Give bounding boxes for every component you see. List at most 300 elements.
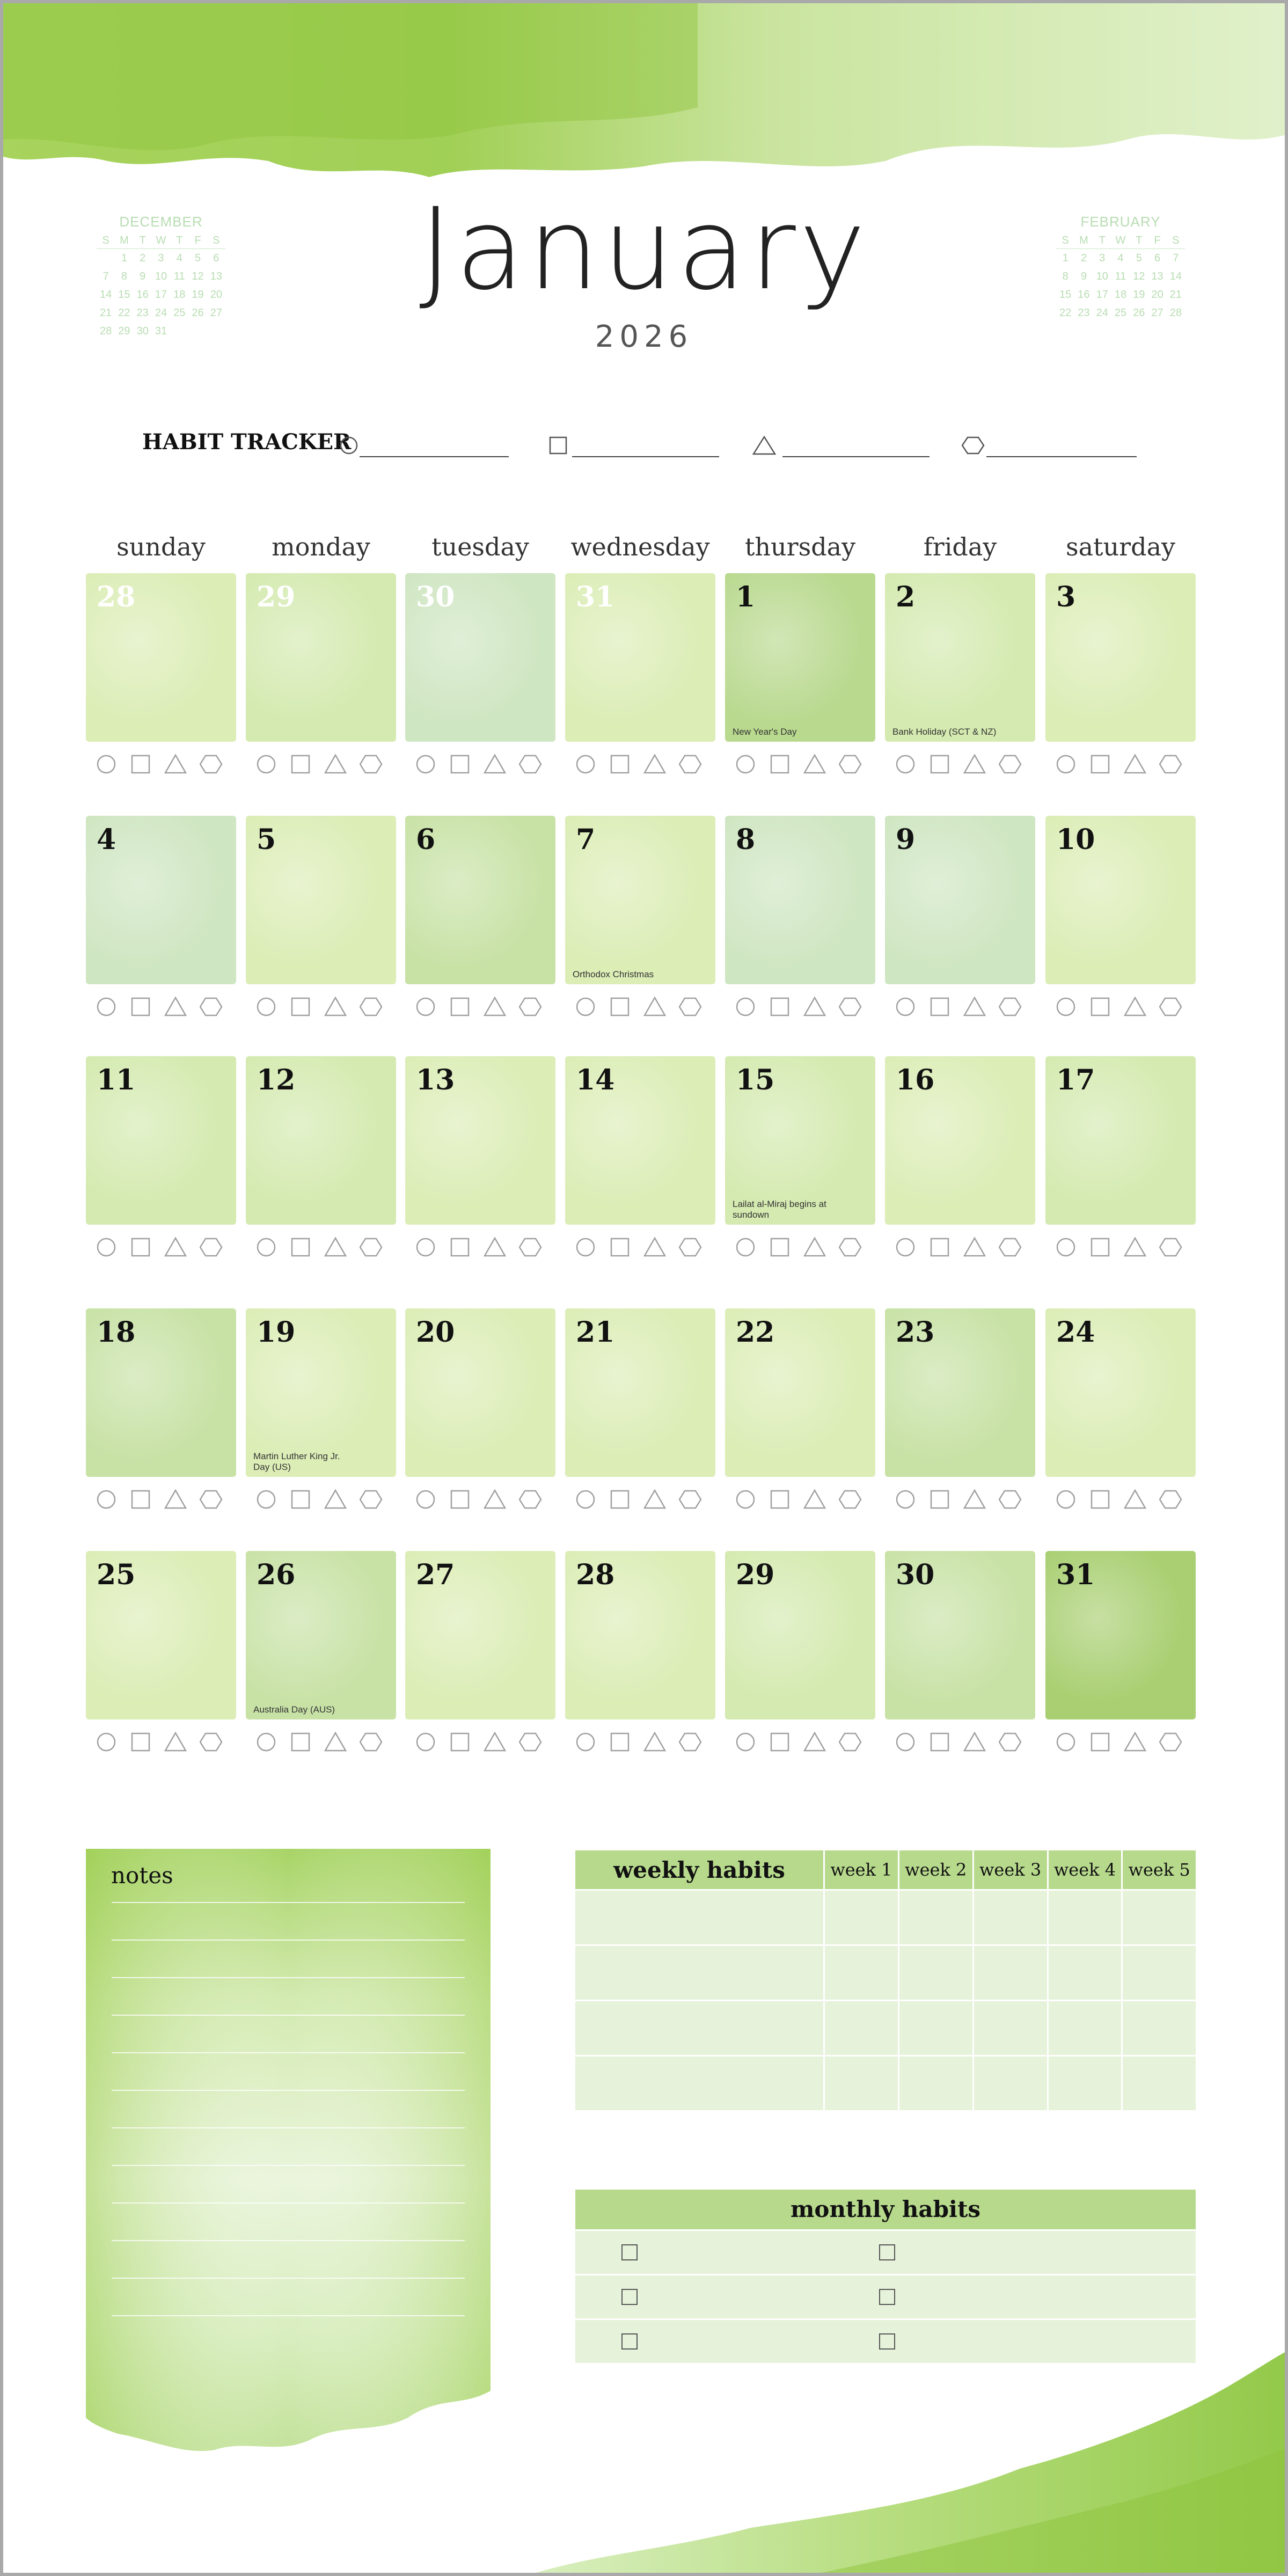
day-number: 3 — [1056, 581, 1076, 613]
day-number: 28 — [97, 581, 136, 613]
hexagon-icon — [962, 435, 985, 456]
triangle-icon[interactable] — [963, 1730, 987, 1754]
square-icon[interactable] — [449, 1488, 473, 1511]
triangle-icon[interactable] — [1124, 995, 1147, 1019]
triangle-icon[interactable] — [803, 1488, 827, 1511]
triangle-icon[interactable] — [1124, 1235, 1147, 1259]
habit-icons-row — [885, 1730, 1035, 1754]
mini-date: 7 — [1173, 252, 1179, 264]
calendar-day-cell[interactable] — [86, 573, 236, 742]
circle-icon[interactable] — [895, 1488, 918, 1511]
hexagon-icon[interactable] — [200, 995, 223, 1019]
holiday-label: Lailat al-Miraj begins at sundown — [733, 1199, 826, 1220]
day-name-monday: monday — [272, 532, 370, 561]
calendar-day-cell[interactable] — [885, 1551, 1035, 1719]
circle-icon[interactable] — [575, 995, 598, 1019]
checkbox[interactable] — [621, 2244, 638, 2260]
calendar-day-cell[interactable] — [1045, 1056, 1196, 1225]
triangle-icon[interactable] — [164, 1730, 188, 1754]
triangle-icon[interactable] — [803, 995, 827, 1019]
mini-date — [97, 249, 115, 268]
day-number: 30 — [896, 1558, 935, 1591]
triangle-icon[interactable] — [324, 1488, 348, 1511]
weekly-habit-check-cell[interactable] — [1122, 1890, 1196, 1945]
circle-icon[interactable] — [96, 752, 119, 776]
mini-weekday: T — [134, 232, 152, 249]
checkbox[interactable] — [879, 2289, 895, 2305]
notes-panel — [86, 1849, 491, 2455]
habit-icons-row — [725, 1235, 875, 1259]
circle-icon[interactable] — [895, 1235, 918, 1259]
square-icon[interactable] — [929, 1488, 953, 1511]
hexagon-icon[interactable] — [519, 1488, 543, 1511]
triangle-icon[interactable] — [963, 752, 987, 776]
weekly-habit-check-cell[interactable] — [824, 2056, 899, 2111]
calendar-day-cell[interactable] — [405, 1551, 555, 1719]
square-icon[interactable] — [609, 752, 633, 776]
circle-icon[interactable] — [96, 1730, 119, 1754]
checkbox[interactable] — [621, 2333, 638, 2350]
calendar-day-cell[interactable] — [725, 816, 875, 984]
monthly-habit-row — [575, 2320, 1196, 2363]
hexagon-icon[interactable] — [679, 1730, 702, 1754]
weekly-habit-row — [575, 2001, 1196, 2056]
calendar-day-cell[interactable] — [405, 1308, 555, 1477]
hexagon-icon[interactable] — [360, 1488, 383, 1511]
hexagon-icon[interactable] — [679, 995, 702, 1019]
circle-icon[interactable] — [735, 1488, 758, 1511]
weekly-habit-check-cell[interactable] — [898, 2056, 973, 2111]
habit-icons-row — [885, 1235, 1035, 1259]
circle-icon[interactable] — [96, 995, 119, 1019]
circle-icon[interactable] — [415, 1730, 438, 1754]
triangle-icon[interactable] — [1124, 1488, 1147, 1511]
square-icon[interactable] — [290, 995, 313, 1019]
mini-date: 10 — [155, 270, 167, 282]
circle-icon[interactable] — [1055, 1730, 1079, 1754]
calendar-day-cell[interactable] — [246, 1308, 396, 1477]
weekly-habit-check-cell[interactable] — [898, 2001, 973, 2056]
circle-icon[interactable] — [255, 1488, 279, 1511]
circle-icon[interactable] — [1055, 1488, 1079, 1511]
triangle-icon[interactable] — [324, 1235, 348, 1259]
calendar-day-cell[interactable] — [725, 1551, 875, 1719]
habit-icons-row — [246, 1235, 396, 1259]
circle-icon[interactable] — [255, 752, 279, 776]
day-number: 23 — [896, 1316, 935, 1349]
calendar-day-cell[interactable] — [885, 1308, 1035, 1477]
calendar-day-cell[interactable] — [86, 1551, 236, 1719]
hexagon-icon[interactable] — [1159, 995, 1183, 1019]
habit-icons-row — [725, 1730, 875, 1754]
mini-date: 17 — [1096, 288, 1108, 301]
triangle-icon[interactable] — [164, 1488, 188, 1511]
square-icon[interactable] — [929, 752, 953, 776]
habit-tracker-square-item[interactable] — [548, 433, 719, 457]
weekly-habit-check-cell[interactable] — [973, 1945, 1048, 2001]
square-icon[interactable] — [1089, 752, 1113, 776]
circle-icon[interactable] — [895, 1730, 918, 1754]
triangle-icon[interactable] — [164, 752, 188, 776]
triangle-icon[interactable] — [484, 1488, 507, 1511]
mini-date: 12 — [1133, 270, 1145, 282]
weekly-habit-check-cell[interactable] — [824, 1890, 899, 1945]
mini-calendar-title: DECEMBER — [119, 214, 203, 230]
habit-icons-row — [885, 1488, 1035, 1511]
hexagon-icon[interactable] — [839, 1488, 862, 1511]
square-icon[interactable] — [449, 995, 473, 1019]
calendar-day-cell[interactable] — [565, 816, 715, 984]
hexagon-icon[interactable] — [200, 1730, 223, 1754]
day-number: 12 — [257, 1064, 296, 1096]
hexagon-icon[interactable] — [1159, 1488, 1183, 1511]
calendar-day-cell[interactable] — [565, 573, 715, 742]
square-icon[interactable] — [130, 1730, 153, 1754]
mini-weekday: M — [1074, 232, 1093, 249]
triangle-icon[interactable] — [324, 995, 348, 1019]
calendar-day-cell[interactable] — [1045, 1308, 1196, 1477]
triangle-icon[interactable] — [643, 1235, 667, 1259]
weekly-habit-check-cell[interactable] — [898, 1945, 973, 2001]
hexagon-icon[interactable] — [999, 1488, 1022, 1511]
day-number: 6 — [416, 823, 436, 856]
habit-icons-row — [565, 1488, 715, 1511]
weekly-habit-check-cell[interactable] — [1122, 1945, 1196, 2001]
mini-weekday: M — [115, 232, 133, 249]
hexagon-icon[interactable] — [519, 1730, 543, 1754]
day-number: 29 — [257, 581, 296, 613]
holiday-label: Australia Day (AUS) — [253, 1704, 335, 1715]
mini-date: 12 — [192, 270, 204, 282]
mini-date: 9 — [140, 270, 146, 282]
mini-date: 15 — [118, 288, 130, 301]
square-icon[interactable] — [769, 1488, 793, 1511]
square-icon[interactable] — [609, 1488, 633, 1511]
square-icon[interactable] — [290, 1488, 313, 1511]
hexagon-icon[interactable] — [519, 1235, 543, 1259]
mini-date: 25 — [1114, 306, 1127, 319]
triangle-icon[interactable] — [1124, 1730, 1147, 1754]
circle-icon[interactable] — [1055, 752, 1079, 776]
mini-date: 21 — [100, 306, 112, 319]
habit-tracker-circle-item[interactable] — [339, 433, 509, 457]
hexagon-icon[interactable] — [360, 752, 383, 776]
square-icon[interactable] — [449, 1235, 473, 1259]
triangle-icon[interactable] — [484, 995, 507, 1019]
habit-icons-row — [565, 1730, 715, 1754]
hexagon-icon[interactable] — [1159, 1235, 1183, 1259]
day-number: 13 — [416, 1064, 455, 1096]
calendar-day-cell[interactable] — [565, 1551, 715, 1719]
weekly-habit-check-cell[interactable] — [973, 1890, 1048, 1945]
triangle-icon[interactable] — [803, 1235, 827, 1259]
calendar-day-cell[interactable] — [86, 1056, 236, 1225]
circle-icon[interactable] — [415, 752, 438, 776]
square-icon[interactable] — [449, 752, 473, 776]
holiday-label: New Year's Day — [733, 727, 797, 737]
habit-icons-row — [405, 1488, 555, 1511]
mini-date: 20 — [210, 288, 222, 301]
habit-tracker-label: HABIT TRACKER — [142, 429, 352, 455]
square-icon[interactable] — [929, 1730, 953, 1754]
circle-icon[interactable] — [1055, 995, 1079, 1019]
day-number: 9 — [896, 823, 916, 856]
weekly-habit-check-cell[interactable] — [973, 2056, 1048, 2111]
circle-icon[interactable] — [96, 1235, 119, 1259]
day-name-sunday: sunday — [116, 532, 206, 561]
calendar-day-cell[interactable] — [246, 1056, 396, 1225]
square-icon[interactable] — [1089, 1235, 1113, 1259]
calendar-day-cell[interactable] — [885, 573, 1035, 742]
mini-weekday: S — [1167, 232, 1185, 249]
calendar-day-cell[interactable] — [246, 816, 396, 984]
circle-icon[interactable] — [415, 1488, 438, 1511]
calendar-day-cell[interactable] — [405, 573, 555, 742]
day-number: 19 — [257, 1316, 296, 1349]
day-number: 21 — [576, 1316, 615, 1349]
circle-icon[interactable] — [1055, 1235, 1079, 1259]
checkbox[interactable] — [879, 2333, 895, 2350]
day-number: 16 — [896, 1064, 935, 1096]
weekly-habit-name-cell[interactable] — [575, 2056, 824, 2111]
calendar-day-cell[interactable] — [565, 1056, 715, 1225]
calendar-day-cell[interactable] — [246, 1551, 396, 1719]
triangle-icon[interactable] — [164, 995, 188, 1019]
square-icon[interactable] — [769, 995, 793, 1019]
mini-date: 6 — [1154, 252, 1161, 264]
circle-icon[interactable] — [575, 1488, 598, 1511]
circle-icon[interactable] — [735, 1235, 758, 1259]
hexagon-icon[interactable] — [1159, 1730, 1183, 1754]
square-icon[interactable] — [1089, 1488, 1113, 1511]
hexagon-icon[interactable] — [999, 752, 1022, 776]
weekly-habit-name-cell[interactable] — [575, 2001, 824, 2056]
circle-icon[interactable] — [575, 1730, 598, 1754]
day-number: 7 — [576, 823, 596, 856]
calendar-day-cell[interactable] — [86, 1308, 236, 1477]
calendar-day-cell[interactable] — [885, 1056, 1035, 1225]
weekly-habit-check-cell[interactable] — [1048, 1945, 1122, 2001]
hexagon-icon[interactable] — [839, 752, 862, 776]
circle-icon[interactable] — [895, 995, 918, 1019]
circle-icon — [339, 435, 361, 456]
triangle-icon[interactable] — [643, 752, 667, 776]
weekly-habit-check-cell[interactable] — [1048, 1890, 1122, 1945]
square-icon[interactable] — [130, 995, 153, 1019]
day-number: 25 — [97, 1558, 136, 1591]
habit-tracker-hexagon-item[interactable] — [962, 433, 1137, 457]
mini-date: 4 — [176, 252, 182, 264]
habit-icons-row — [405, 1235, 555, 1259]
habit-icons-row — [246, 752, 396, 776]
hexagon-icon[interactable] — [1159, 752, 1183, 776]
hexagon-icon[interactable] — [679, 1488, 702, 1511]
habit-icons-row — [1045, 1235, 1196, 1259]
weekly-habit-check-cell[interactable] — [1048, 2056, 1122, 2111]
square-icon[interactable] — [449, 1730, 473, 1754]
mini-weekday: F — [188, 232, 207, 249]
monthly-habit-row — [575, 2231, 1196, 2274]
square-icon[interactable] — [769, 1235, 793, 1259]
triangle-icon[interactable] — [484, 1235, 507, 1259]
square-icon[interactable] — [290, 1235, 313, 1259]
calendar-day-cell[interactable] — [86, 816, 236, 984]
triangle-icon[interactable] — [963, 1488, 987, 1511]
triangle-icon[interactable] — [324, 1730, 348, 1754]
hexagon-icon[interactable] — [519, 995, 543, 1019]
hexagon-icon[interactable] — [999, 995, 1022, 1019]
checkbox[interactable] — [621, 2289, 638, 2305]
hexagon-icon[interactable] — [679, 1235, 702, 1259]
triangle-icon[interactable] — [484, 1730, 507, 1754]
calendar-day-cell[interactable] — [565, 1308, 715, 1477]
circle-icon[interactable] — [735, 752, 758, 776]
day-number: 31 — [576, 581, 615, 613]
circle-icon[interactable] — [96, 1488, 119, 1511]
triangle-icon[interactable] — [1124, 752, 1147, 776]
square-icon[interactable] — [130, 1488, 153, 1511]
mini-weekday: T — [1093, 232, 1111, 249]
circle-icon[interactable] — [895, 752, 918, 776]
mini-date: 8 — [121, 270, 127, 282]
hexagon-icon[interactable] — [679, 752, 702, 776]
weekly-habit-check-cell[interactable] — [973, 2001, 1048, 2056]
hexagon-icon[interactable] — [360, 1730, 383, 1754]
mini-date: 1 — [1062, 252, 1069, 264]
day-number: 14 — [576, 1064, 615, 1096]
triangle-icon[interactable] — [803, 752, 827, 776]
day-number: 4 — [97, 823, 116, 856]
circle-icon[interactable] — [255, 1730, 279, 1754]
circle-icon[interactable] — [575, 752, 598, 776]
weekly-habit-check-cell[interactable] — [1122, 2056, 1196, 2111]
calendar-day-cell[interactable] — [1045, 816, 1196, 984]
square-icon[interactable] — [130, 752, 153, 776]
square-icon[interactable] — [609, 1235, 633, 1259]
square-icon[interactable] — [929, 1235, 953, 1259]
mini-date: 28 — [1169, 306, 1182, 319]
habit-icons-row — [885, 752, 1035, 776]
hexagon-icon[interactable] — [999, 1730, 1022, 1754]
habit-tracker-triangle-item[interactable] — [752, 433, 930, 457]
triangle-icon[interactable] — [803, 1730, 827, 1754]
square-icon[interactable] — [609, 1730, 633, 1754]
habit-icons-row — [725, 1488, 875, 1511]
triangle-icon[interactable] — [324, 752, 348, 776]
mini-date: 13 — [210, 270, 222, 282]
hexagon-icon[interactable] — [200, 1235, 223, 1259]
calendar-day-cell[interactable] — [1045, 573, 1196, 742]
day-number: 30 — [416, 581, 455, 613]
mini-date: 5 — [1136, 252, 1142, 264]
hexagon-icon[interactable] — [519, 752, 543, 776]
mini-date: 9 — [1080, 270, 1087, 282]
calendar-day-cell[interactable] — [405, 816, 555, 984]
square-icon[interactable] — [1089, 995, 1113, 1019]
mini-date: 8 — [1062, 270, 1069, 282]
circle-icon[interactable] — [735, 995, 758, 1019]
square-icon[interactable] — [130, 1235, 153, 1259]
hexagon-icon[interactable] — [999, 1235, 1022, 1259]
calendar-day-cell[interactable] — [725, 1308, 875, 1477]
hexagon-icon[interactable] — [200, 1488, 223, 1511]
mini-date: 27 — [210, 306, 222, 319]
circle-icon[interactable] — [735, 1730, 758, 1754]
hexagon-icon[interactable] — [200, 752, 223, 776]
circle-icon[interactable] — [415, 1235, 438, 1259]
weekly-habit-check-cell[interactable] — [824, 1945, 899, 2001]
mini-date: 10 — [1096, 270, 1108, 282]
habit-icons-row — [1045, 995, 1196, 1019]
weekly-habit-check-cell[interactable] — [824, 2001, 899, 2056]
hexagon-icon[interactable] — [839, 1235, 862, 1259]
calendar-day-cell[interactable] — [246, 573, 396, 742]
weekly-habit-check-cell[interactable] — [898, 1890, 973, 1945]
square-icon[interactable] — [290, 752, 313, 776]
circle-icon[interactable] — [575, 1235, 598, 1259]
triangle-icon[interactable] — [643, 1488, 667, 1511]
circle-icon[interactable] — [255, 995, 279, 1019]
triangle-icon[interactable] — [963, 1235, 987, 1259]
calendar-day-cell[interactable] — [725, 573, 875, 742]
hexagon-icon[interactable] — [360, 1235, 383, 1259]
day-number: 1 — [736, 581, 756, 613]
weekly-habit-check-cell[interactable] — [1048, 2001, 1122, 2056]
square-icon[interactable] — [769, 752, 793, 776]
triangle-icon[interactable] — [643, 1730, 667, 1754]
mini-weekday: T — [1130, 232, 1148, 249]
mini-weekday: W — [152, 232, 170, 249]
calendar-day-cell[interactable] — [885, 816, 1035, 984]
calendar-day-cell[interactable] — [1045, 1551, 1196, 1719]
triangle-icon[interactable] — [643, 995, 667, 1019]
weekly-habits-table — [575, 1850, 1196, 2110]
monthly-habits-title: monthly habits — [575, 2190, 1196, 2229]
triangle-icon[interactable] — [484, 752, 507, 776]
weekly-habit-check-cell[interactable] — [1122, 2001, 1196, 2056]
day-number: 10 — [1056, 823, 1095, 856]
mini-calendar-grid — [1056, 232, 1185, 322]
circle-icon[interactable] — [415, 995, 438, 1019]
hexagon-icon[interactable] — [839, 1730, 862, 1754]
square-icon[interactable] — [290, 1730, 313, 1754]
mini-date: 7 — [103, 270, 109, 282]
checkbox[interactable] — [879, 2244, 895, 2260]
circle-icon[interactable] — [255, 1235, 279, 1259]
calendar-day-cell[interactable] — [725, 1056, 875, 1225]
weekly-habits-title: weekly habits — [575, 1850, 824, 1890]
weekly-habit-name-cell[interactable] — [575, 1890, 824, 1945]
square-icon[interactable] — [769, 1730, 793, 1754]
calendar-day-cell[interactable] — [405, 1056, 555, 1225]
mini-date: 16 — [1078, 288, 1090, 301]
triangle-icon[interactable] — [963, 995, 987, 1019]
weekly-habit-row — [575, 1890, 1196, 1945]
mini-weekday: F — [1148, 232, 1166, 249]
weekly-habit-name-cell[interactable] — [575, 1945, 824, 2001]
square-icon[interactable] — [1089, 1730, 1113, 1754]
triangle-icon[interactable] — [164, 1235, 188, 1259]
day-number: 31 — [1056, 1558, 1095, 1591]
hexagon-icon[interactable] — [360, 995, 383, 1019]
square-icon[interactable] — [609, 995, 633, 1019]
day-number: 8 — [736, 823, 756, 856]
mini-date: 22 — [1059, 306, 1072, 319]
hexagon-icon[interactable] — [839, 995, 862, 1019]
square-icon[interactable] — [929, 995, 953, 1019]
mini-date: 6 — [213, 252, 219, 264]
habit-icons-row — [1045, 1488, 1196, 1511]
